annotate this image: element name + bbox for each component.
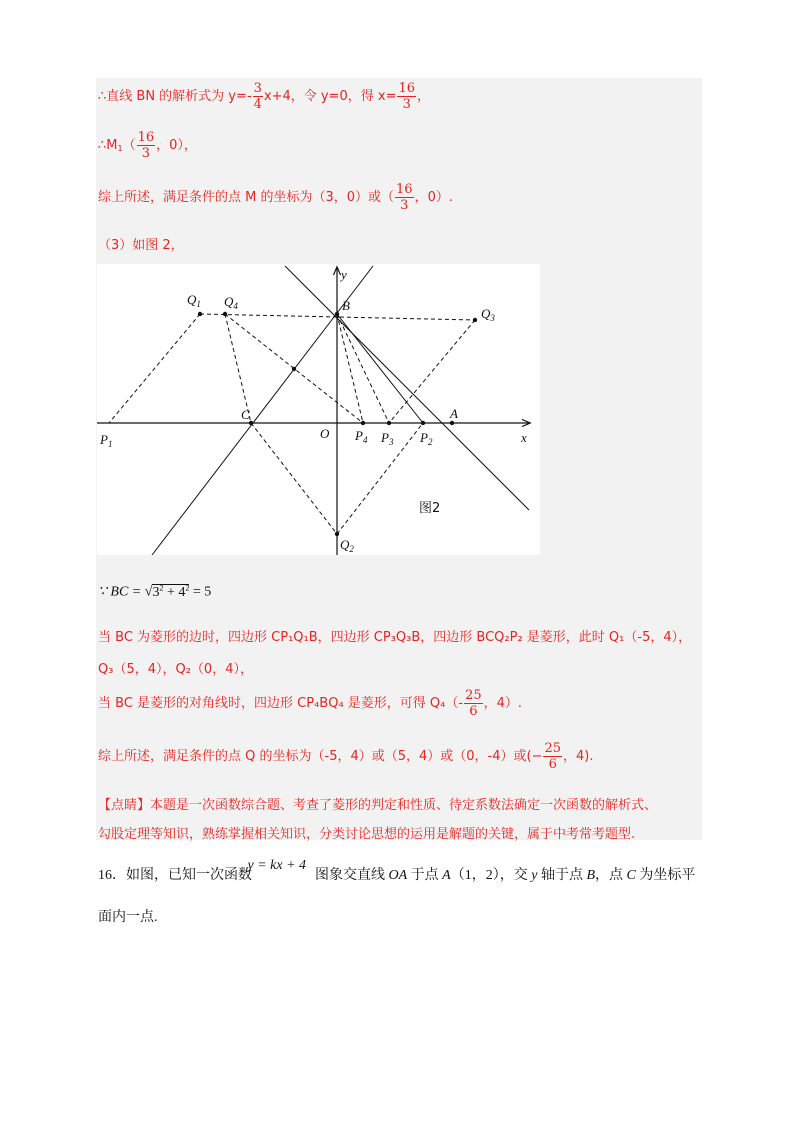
text: = 5 bbox=[189, 584, 212, 600]
text: 当 BC 为菱形的边时，四边形 CP₁Q₁B，四边形 CP₃Q₃B，四边形 BCQ₂P₂ 是菱形，此时 Q₁（-5，4）， bbox=[98, 630, 692, 645]
text: ，0）. bbox=[414, 190, 453, 205]
fraction: $\frac{25}{6}$ bbox=[544, 741, 562, 772]
question-16-cont bbox=[98, 906, 158, 926]
geometry-figure bbox=[97, 264, 540, 555]
text: y bbox=[531, 868, 538, 883]
text: C bbox=[626, 868, 636, 883]
label-b: B bbox=[342, 298, 350, 313]
text: 16．如图，已知一次函数 bbox=[98, 868, 252, 883]
label-x: x bbox=[521, 430, 527, 445]
label-o: O bbox=[320, 426, 330, 441]
text: 于点 bbox=[407, 868, 443, 883]
line-ab bbox=[285, 266, 529, 510]
comment-tag: 【点睛】 bbox=[98, 798, 151, 813]
subscript: 1 bbox=[117, 144, 123, 153]
text: 本题是一次函数综合题、考查了菱形的判定和性质、待定系数法确定一次函数的解析式、 bbox=[150, 798, 658, 813]
comment-line-1 bbox=[98, 794, 657, 813]
question-16: 16．如图，已知一次函数 y = kx + 4 图象交直线 OA 于点 A（1，2），交 y 轴于点 B，点 C 为坐标平 bbox=[98, 858, 696, 883]
text: ，0）， bbox=[156, 138, 197, 153]
text: 面内一点. bbox=[98, 910, 158, 925]
text: （ bbox=[122, 138, 136, 153]
solution-line-6 bbox=[98, 626, 691, 645]
text: 轴于点 bbox=[537, 868, 587, 883]
text: ∴直线 BN 的解析式为 y=- bbox=[98, 89, 252, 104]
text: B bbox=[586, 868, 596, 883]
label-p2: $P_2$ bbox=[420, 430, 433, 447]
label-c: C bbox=[241, 407, 250, 422]
label-a: A bbox=[450, 406, 458, 421]
solution-line-1 bbox=[98, 81, 430, 112]
label-p1: $P_1$ bbox=[100, 432, 113, 449]
solution-line-2 bbox=[98, 130, 197, 161]
comment-line-2 bbox=[98, 823, 635, 842]
solution-line-7 bbox=[98, 658, 253, 677]
text: 勾股定理等知识，熟练掌握相关知识，分类讨论思想的运用是解题的关键，属于中考常考题型. bbox=[98, 827, 636, 842]
figure-caption: 图2 bbox=[419, 501, 441, 516]
solution-line-8 bbox=[98, 688, 522, 719]
text: ∵ BC = bbox=[98, 584, 145, 600]
solution-line-3 bbox=[98, 182, 453, 213]
fraction: $\frac{16}{3}$ bbox=[137, 130, 155, 161]
text: 当 BC 是菱形的对角线时，四边形 CP₄BQ₄ 是菱形，可得 Q₄（- bbox=[98, 696, 464, 711]
line-cb bbox=[152, 266, 373, 555]
text: 图象交直线 bbox=[315, 868, 389, 883]
solution-line-5 bbox=[98, 583, 211, 601]
text: ∴M bbox=[98, 138, 118, 153]
label-y: y bbox=[341, 267, 347, 282]
fraction: $\frac{25}{6}$ bbox=[465, 688, 482, 719]
text: （3）如图 2， bbox=[98, 238, 184, 253]
text: 综上所述，满足条件的点 M 的坐标为（3，0）或（ bbox=[98, 190, 395, 205]
fraction: $\frac{3}{4}$ bbox=[253, 81, 262, 112]
fraction: $\frac{16}{3}$ bbox=[396, 182, 413, 213]
text: ，点 bbox=[595, 868, 627, 883]
text: ，4）. bbox=[483, 696, 523, 711]
text: ，4). bbox=[563, 749, 594, 764]
label-q4: $Q_4$ bbox=[224, 294, 238, 311]
text: OA bbox=[388, 868, 408, 883]
sqrt: $√3^2 + 4^2$ bbox=[144, 583, 190, 600]
label-p3: $P_3$ bbox=[381, 430, 394, 447]
label-p4: $P_4$ bbox=[355, 428, 368, 445]
text: （1，2），交 bbox=[450, 868, 532, 883]
text: 综上所述，满足条件的点 Q 的坐标为（-5，4）或（5，4）或（0，-4）或(− bbox=[98, 749, 543, 764]
label-q1: $Q_1$ bbox=[187, 292, 201, 309]
text: ， bbox=[417, 89, 431, 104]
text: 为坐标平 bbox=[635, 868, 696, 883]
text: Q₃（5，4），Q₂（0，4）， bbox=[98, 662, 253, 677]
solution-line-4 bbox=[98, 234, 184, 253]
label-q3: $Q_3$ bbox=[481, 306, 495, 323]
text: x+4，令 y=0，得 x= bbox=[263, 89, 397, 104]
solution-line-9 bbox=[98, 741, 594, 772]
figure-2 bbox=[97, 264, 540, 555]
fraction: $\frac{16}{3}$ bbox=[398, 81, 415, 112]
label-q2: $Q_2$ bbox=[340, 537, 354, 554]
text: A bbox=[442, 868, 451, 883]
